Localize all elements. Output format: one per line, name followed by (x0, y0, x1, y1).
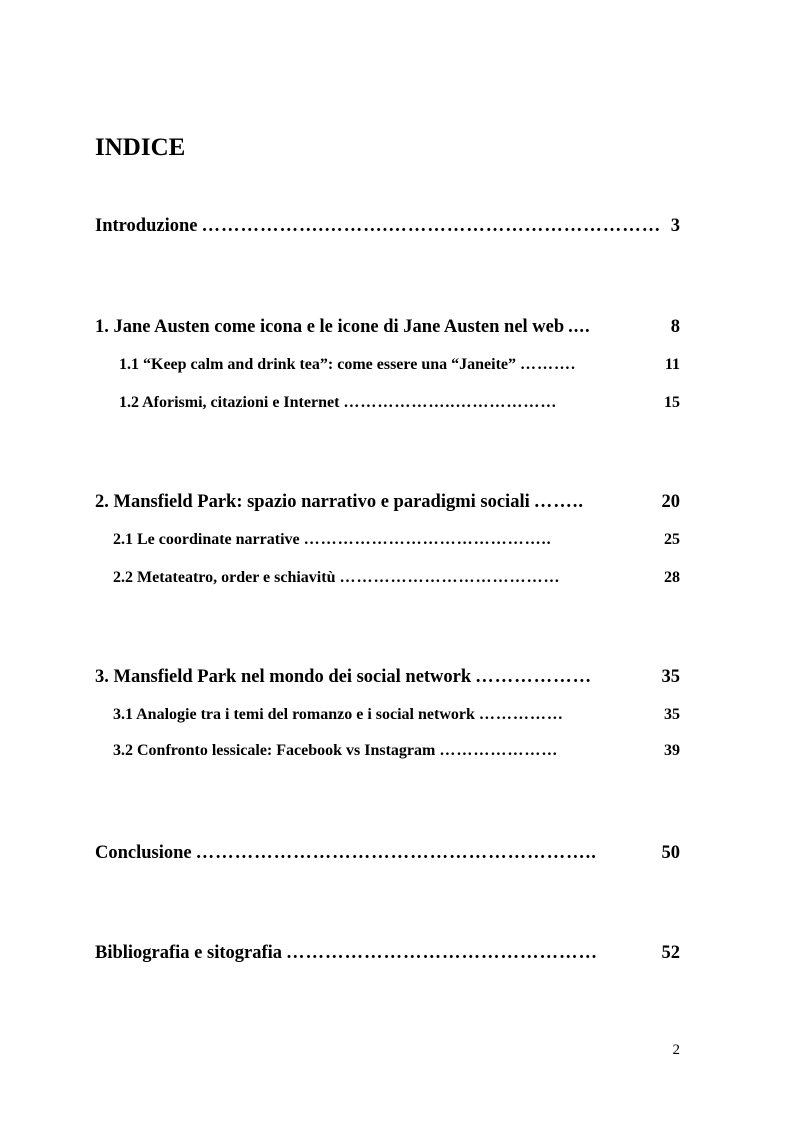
toc-entry-label: 3.1 Analogie tra i temi del romanzo e i social network (113, 706, 475, 723)
toc-dot-leader: ………………… (439, 742, 559, 759)
toc-entry-label: 3. Mansfield Park nel mondo dei social network (95, 667, 472, 687)
toc-dot-leader: ………………..……………… (343, 394, 558, 411)
toc-entry-section-3-1[interactable] (113, 704, 680, 726)
toc-dot-leader: …………… (478, 706, 564, 723)
toc-entry-chapter-1[interactable] (95, 315, 680, 339)
toc-entry-page: 35 (664, 706, 680, 723)
toc-entry-page: 8 (670, 317, 680, 337)
toc-entry-conclusione[interactable] (95, 841, 680, 865)
toc-entry-page: 3 (670, 216, 680, 236)
toc-entry-section-3-2[interactable] (113, 740, 680, 762)
toc-entry-label: Conclusione (95, 843, 192, 863)
toc-entry-page: 50 (661, 843, 680, 863)
toc-entry-section-1-2[interactable] (119, 392, 680, 414)
toc-entry-page: 35 (661, 667, 680, 687)
toc-dot-leader: .... (568, 317, 591, 337)
toc-entry-chapter-2[interactable] (95, 490, 680, 514)
toc-entry-page: 15 (664, 394, 680, 411)
toc-entry-section-2-2[interactable] (113, 567, 680, 589)
toc-entry-label: 1.2 Aforismi, citazioni e Internet (119, 394, 340, 411)
toc-entry-page: 20 (661, 492, 680, 512)
toc-entry-page: 28 (664, 569, 680, 586)
toc-entry-section-2-1[interactable] (113, 529, 680, 551)
toc-entry-label: 2.2 Metateatro, order e schiavitù (113, 569, 336, 586)
toc-entry-label: Introduzione (95, 216, 198, 236)
toc-dot-leader: ………………………………… (339, 569, 561, 586)
toc-entry-introduzione[interactable] (95, 214, 680, 238)
toc-entry-chapter-3[interactable] (95, 665, 680, 689)
toc-entry-page: 25 (664, 531, 680, 548)
toc-dot-leader: ………. (520, 356, 576, 373)
toc-entry-label: 1.1 “Keep calm and drink tea”: come essere una “Janeite” (119, 356, 516, 373)
toc-entry-label: 2. Mansfield Park: spazio narrativo e paradigmi sociali (95, 492, 530, 512)
toc-entry-bibliografia[interactable] (95, 941, 680, 965)
toc-dot-leader: ……………… (475, 667, 593, 687)
toc-entry-section-1-1[interactable] (119, 354, 680, 376)
toc-entry-label: Bibliografia e sitografia (95, 943, 283, 963)
toc-dot-leader: …………………………………………………….. (195, 843, 597, 863)
toc-dot-leader: ………………………………………… (286, 943, 599, 963)
toc-entry-label: 3.2 Confronto lessicale: Facebook vs Instagram (113, 742, 436, 759)
page-title: INDICE (95, 134, 186, 161)
toc-dot-leader: ……………….……….…………………………………… (201, 216, 662, 236)
toc-entry-page: 39 (664, 742, 680, 759)
toc-entry-label: 2.1 Le coordinate narrative (113, 531, 300, 548)
toc-dot-leader: …….. (533, 492, 584, 512)
toc-entry-page: 11 (664, 356, 680, 373)
toc-dot-leader: …………………………………….. (303, 531, 552, 548)
toc-entry-page: 52 (661, 943, 680, 963)
toc-entry-label: 1. Jane Austen come icona e le icone di Jane Austen nel web (95, 317, 565, 337)
page-number: 2 (672, 1042, 680, 1058)
